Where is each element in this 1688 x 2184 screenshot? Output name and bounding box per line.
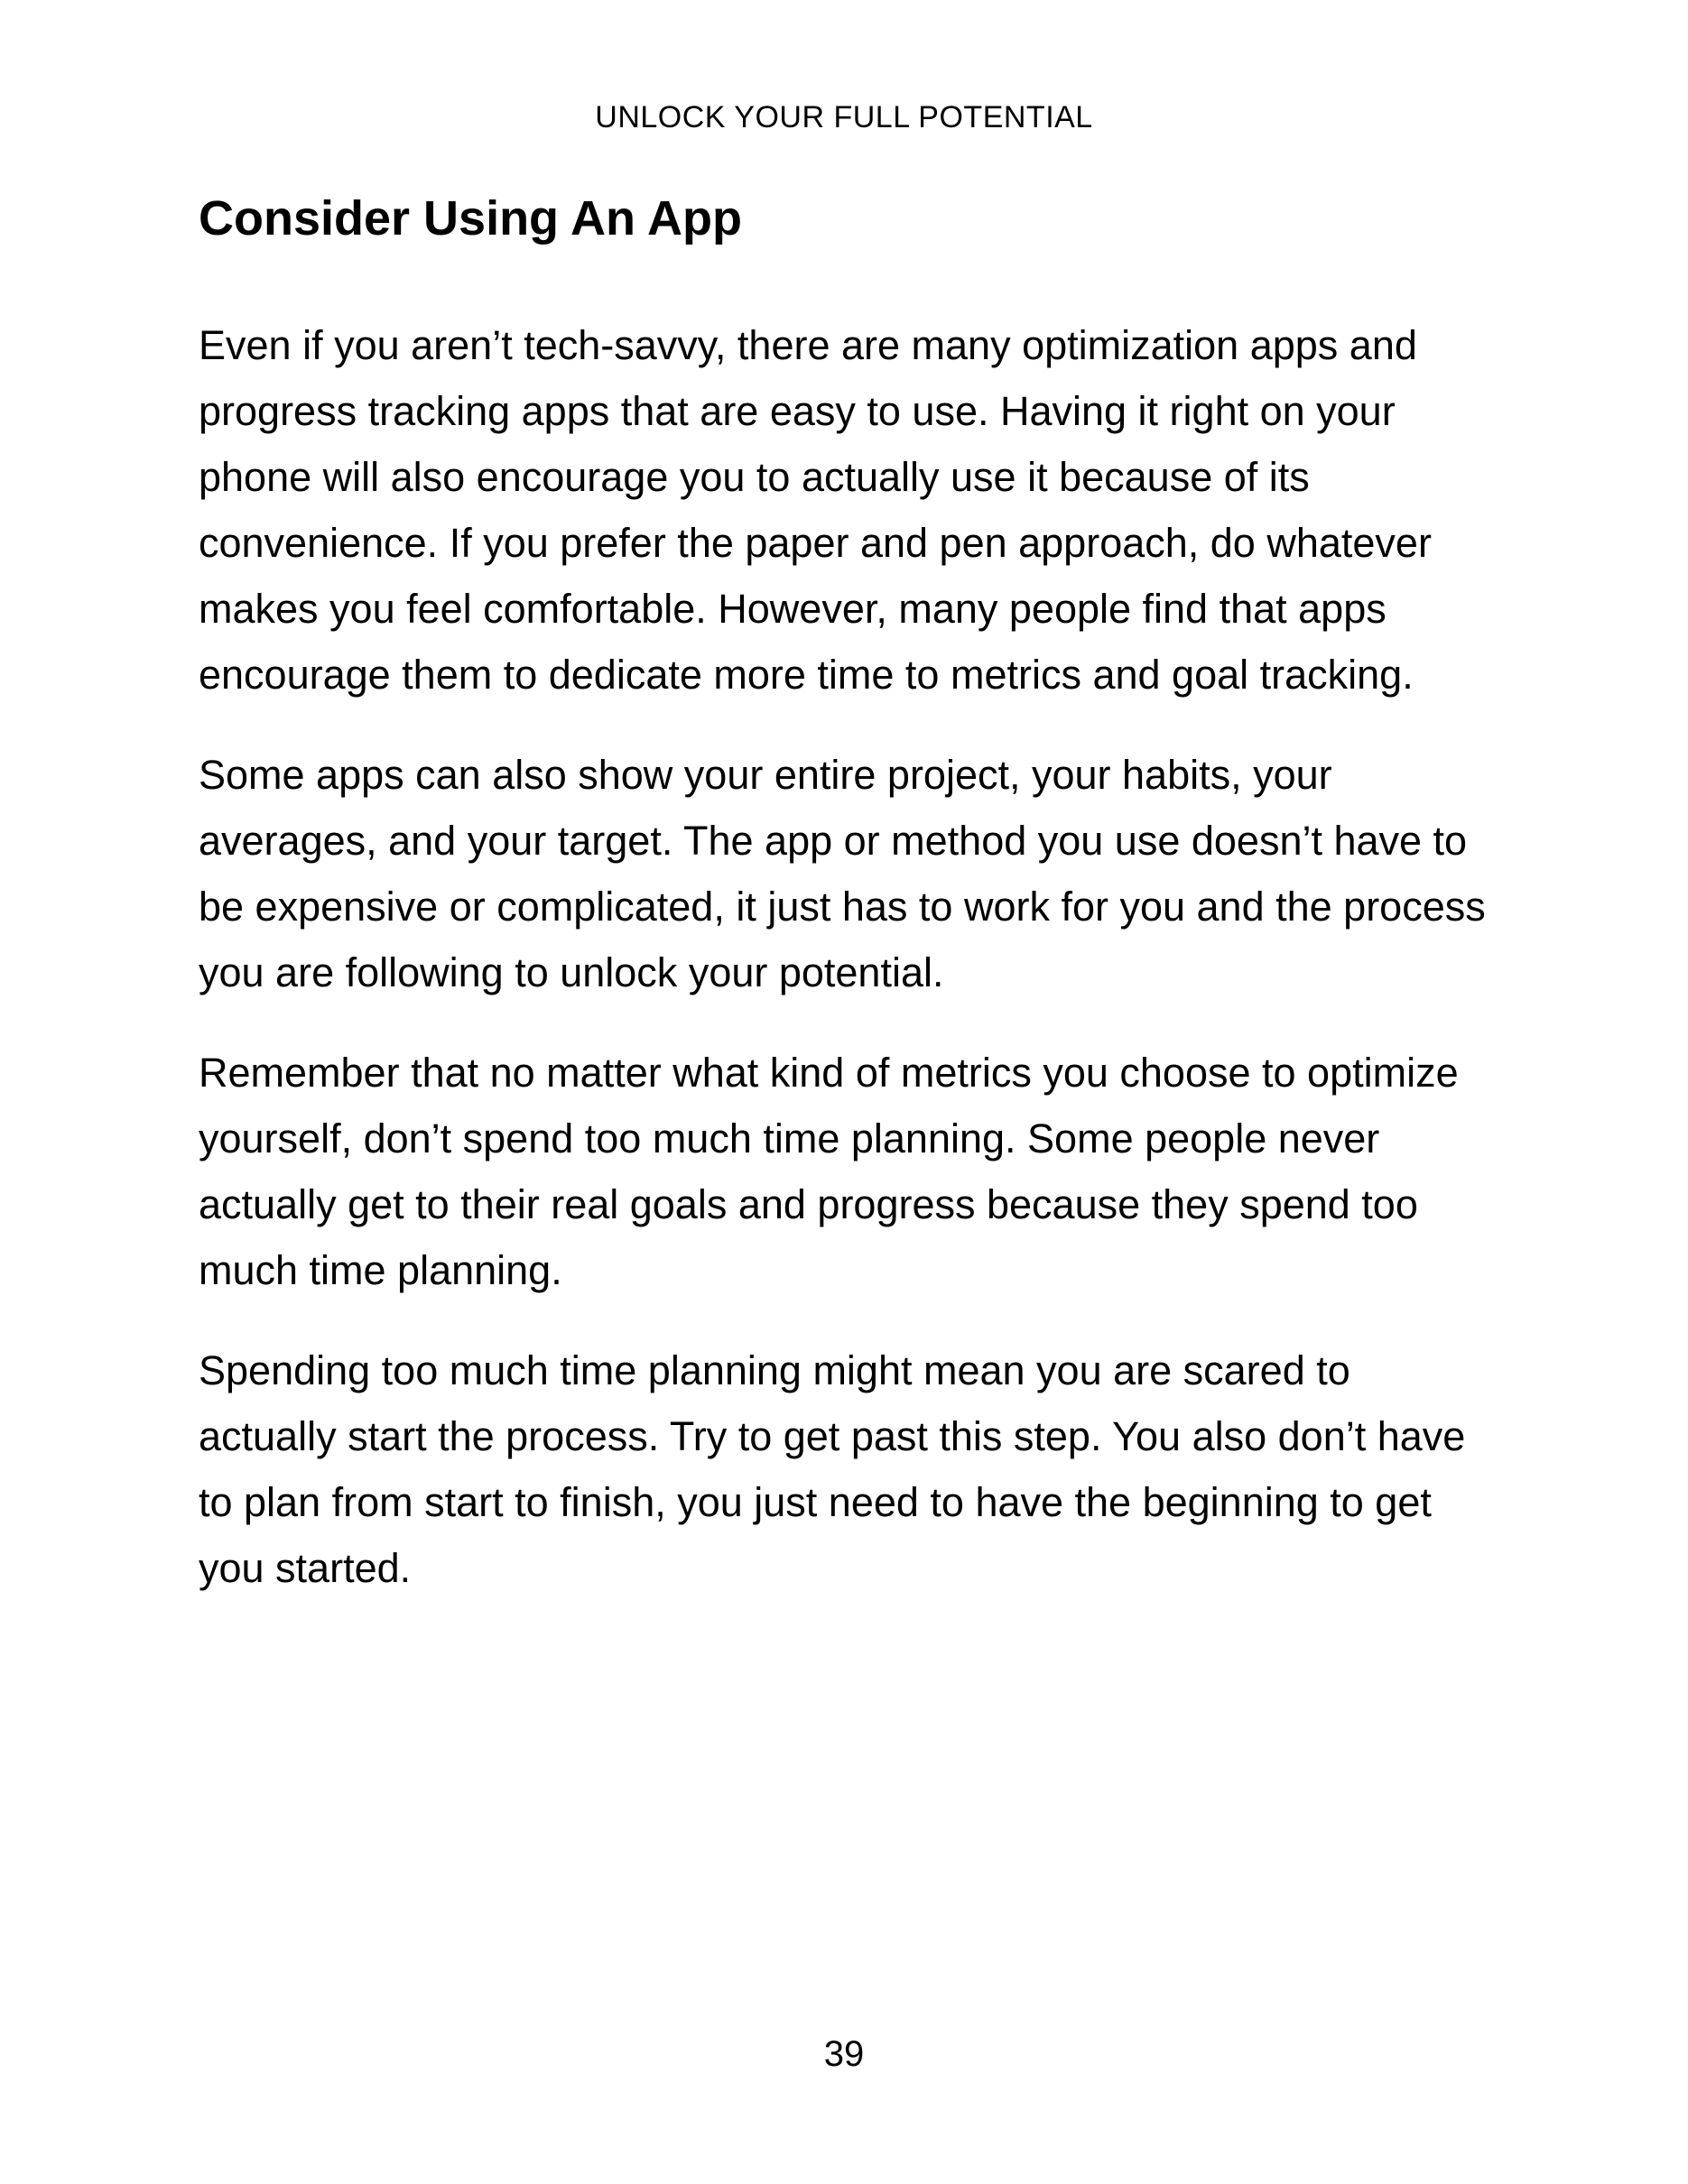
paragraph-apps-intro: Even if you aren’t tech-savvy, there are many optimization apps and progress tracking apps that are easy to use. Having it right on your phone will also encourage you to actually use it because of its convenience. If you prefer the paper and pen approach, do whatever makes you feel comfortable. However, many people find that apps encourage them to dedicate more time to metrics and goal tracking. (199, 322, 1432, 698)
section-heading: Consider Using An App (199, 191, 742, 245)
running-header: UNLOCK YOUR FULL POTENTIAL (595, 100, 1093, 134)
paragraph-start-process: Spending too much time planning might mean you are scared to actually start the process. Try to get past this step. You also don’t have to plan from start to finish, you just need to have the beginning to get you started. (199, 1347, 1466, 1591)
page-number: 39 (823, 2034, 865, 2074)
paragraph-planning-warning: Remember that no matter what kind of metrics you choose to optimize yourself, don’t spend too much time planning. Some people never actually get to their real goals and progress because they spend too much time planning. (199, 1050, 1459, 1293)
body-text (199, 312, 1498, 1635)
paragraph-app-features: Some apps can also show your entire project, your habits, your averages, and your target. The app or method you use doesn’t have to be expensive or complicated, it just has to work for you and the process you are following to unlock your potential. (199, 752, 1486, 995)
